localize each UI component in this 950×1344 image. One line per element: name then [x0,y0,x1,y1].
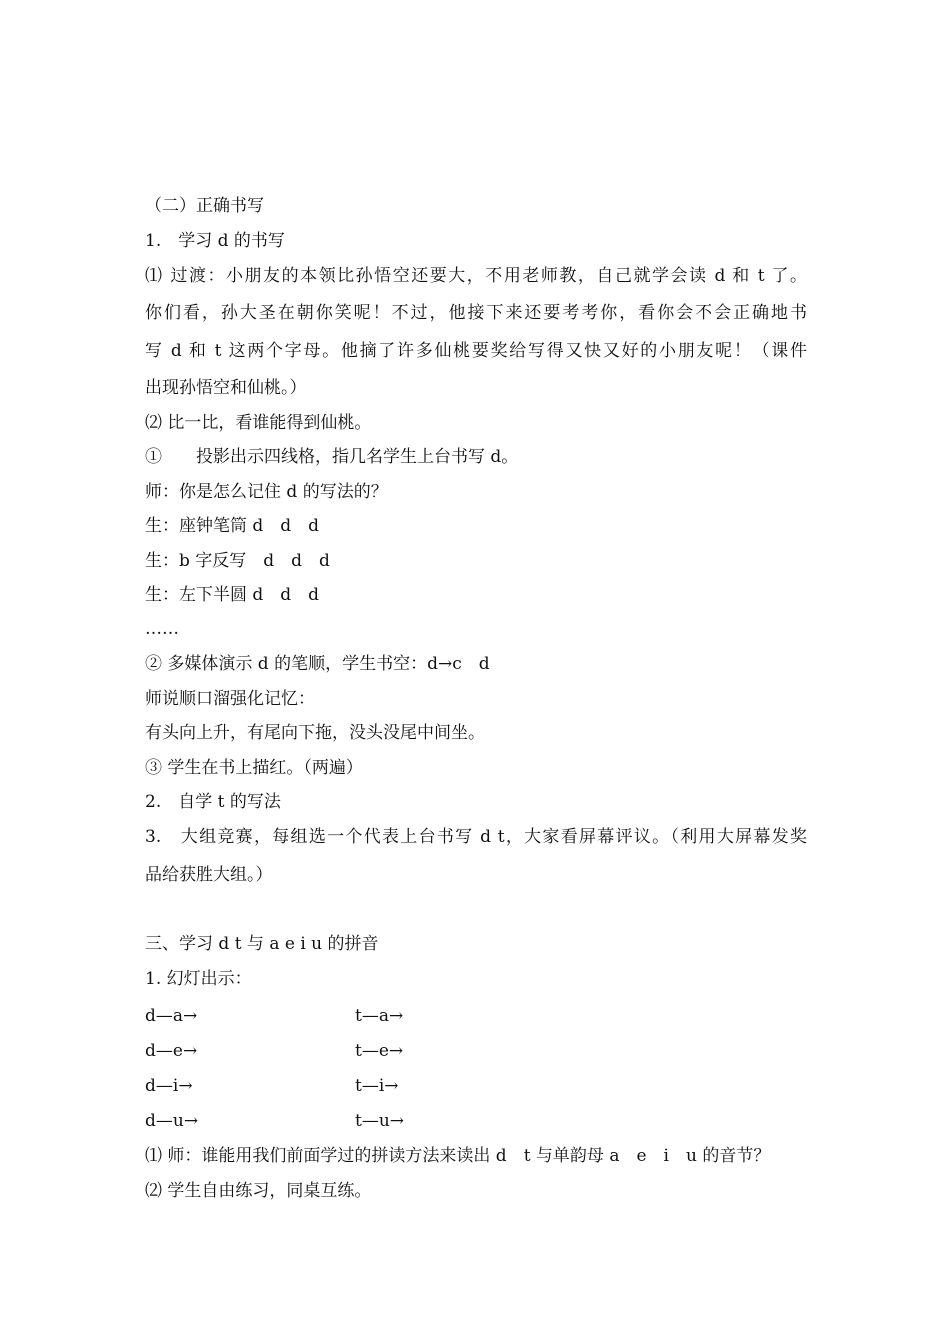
pinyin-item: t—a→ [355,1006,404,1026]
paragraph-line: 出现孙悟空和仙桃。） [145,378,307,398]
step-line: ② 多媒体演示 d 的笔顺，学生书空：d→c d [145,654,490,674]
paragraph-line: 品给获胜大组。） [145,865,273,885]
section-title: （二）正确书写 [145,196,264,216]
pinyin-item: d—u→ [145,1111,199,1131]
pinyin-item: t—i→ [355,1076,399,1096]
paragraph-line: 师说顺口溜强化记忆： [145,689,315,709]
step-line: ① 投影出示四线格，指几名学生上台书写 d。 [145,447,519,467]
paragraph-line: ⑴ 师：谁能用我们前面学过的拼读方法来读出 d t 与单韵母 a e i u 的音节？ [145,1146,771,1166]
ellipsis: …… [145,619,179,639]
dialogue-line: 生：左下半圆 d d d [145,585,320,605]
item-heading: 1. 学习 d 的书写 [145,231,285,251]
pinyin-item: t—u→ [355,1111,405,1131]
paragraph-line: ⑴ 过渡：小朋友的本领比孙悟空还要大，不用老师教，自己就学会读 d 和 t 了。 [145,266,807,286]
paragraph-line: 3. 大组竞赛，每组选一个代表上台书写 d t，大家看屏幕评议。（利用大屏幕发奖 [145,827,807,847]
paragraph-line: 写 d 和 t 这两个字母。他摘了许多仙桃要奖给写得又快又好的小朋友呢！（课件 [145,341,807,361]
step-line: ③ 学生在书上描红。（两遍） [145,758,363,778]
paragraph-line: 1. 幻灯出示： [145,969,252,989]
pinyin-item: t—e→ [355,1041,404,1061]
dialogue-line: 师：你是怎么记住 d 的写法的？ [145,482,388,502]
paragraph-line: ⑵ 比一比，看谁能得到仙桃。 [145,413,372,433]
pinyin-item: d—e→ [145,1041,198,1061]
section-title: 三、学习 d t 与 a e i u 的拼音 [145,934,379,954]
dialogue-line: 生：b 字反写 d d d [145,551,330,571]
item-heading: 2. 自学 t 的写法 [145,792,281,812]
paragraph-line: 有头向上升，有尾向下拖，没头没尾中间坐。 [145,723,485,743]
paragraph-line: 你们看，孙大圣在朝你笑呢！不过，他接下来还要考考你，看你会不会正确地书 [145,303,807,323]
dialogue-line: 生：座钟笔筒 d d d [145,516,320,536]
pinyin-item: d—a→ [145,1006,198,1026]
pinyin-item: d—i→ [145,1076,193,1096]
paragraph-line: ⑵ 学生自由练习，同桌互练。 [145,1181,372,1201]
